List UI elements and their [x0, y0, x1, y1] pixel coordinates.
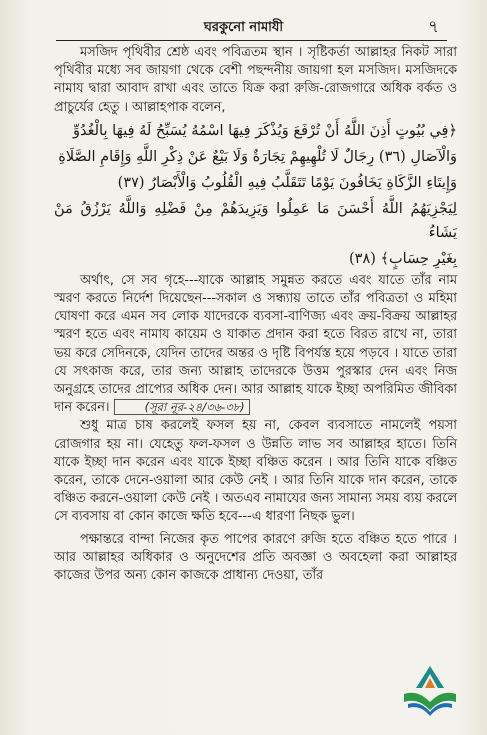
verse-line: ﴿فِي بُيُوتٍ أَذِنَ اللَّهُ أَنْ تُرْفَعَ وَيُذْكَرَ فِيهَا اسْمُهُ يُسَبِّحُ لَهُ فِيهَا بِالْغُدُوِّ: [73, 122, 457, 139]
surah-reference: (সূরা নূর-২৪/৩৬-৩৮): [114, 399, 250, 415]
header-rule: [56, 40, 447, 41]
paragraph-livelihood: শুধু মাত্র চাষ করলেই ফসল হয় না, কেবল ব্যবসাতে নামলেই পয়সা রোজগার হয় না। যেহেতু ফল-ফসল ও উন্নতি লাভ সব আল্লাহর হাতে। তিনি যাকে ইচ্ছা দান করেন এবং যাকে ইচ্ছা বঞ্চিত করেন । আর তিনি যাকে বঞ্চিত করেন, তাকে দেনে-ওয়ালা আর কেউ নেই । আর তিনি যাকে দান করেন, তাকে বঞ্চিত করনে-ওয়ালা কেউ নেই । অতএব নামাযের জন্য সামান্য সময় ব্যয় করলে সে ব্যবসায় বা কোন কাজে ক্ষতি হবে---এ ধারণা নিছক ভুল।: [54, 418, 457, 525]
page-body: [54, 44, 457, 585]
paragraph-intro: মসজিদ পৃথিবীর শ্রেষ্ঠ এবং পবিত্রতম স্থান । সৃষ্টিকর্তা আল্লাহর নিকট সারা পৃথিবীর মধ্যে সব জায়গা থেকে বেশী পছন্দনীয় জায়গা হল মসজিদ। মসজিদকে নামায দ্বারা আবাদ রাখা এবং তাতে যিক্র করা রুজি-রোজগারে অধিক বর্কত ও প্রাচুর্যের হেতু । আল্লাহপাক বলেন,: [54, 45, 457, 115]
translation-text: অর্থাৎ, সে সব গৃহে---যাকে আল্লাহ সমুন্নত করতে এবং যাতে তাঁর নাম স্মরণ করতে নির্দেশ দিয়েছেন---সকাল ও সন্ধ্যায় তাতে তাঁর পবিত্রতা ও মহিমা ঘোষণা করে এমন সব লোক যাদেরকে ব্যবসা-বাণিজ্য এবং ক্রয়-বিক্রয় আল্লাহর স্মরণ হতে এবং নামায কায়েম ও যাকাত প্রদান করা হতে বিরত রাখে না, তারা ভয় করে সেদিনকে, যেদিন তাদের অন্তর ও দৃষ্টি বিপর্যস্ত হয়ে পড়বে । যাতে তারা যে সৎকাজ করে, তার জন্য আল্লাহ তাদেরকে উত্তম পুরস্কার দেন এবং নিজ অনুগ্রহে তাদের প্রাপ্যের অধিক দেন। আর আল্লাহ যাকে ইচ্ছা অপরিমিত জীবিকা দান করেন।: [54, 272, 457, 416]
running-title: ঘরকুনো নামাযী: [203, 20, 284, 35]
verse-line: لِيَجْزِيَهُمُ اللَّهُ أَحْسَنَ مَا عَمِلُوا وَيَزِيدَهُمْ مِنْ فَضْلِهِ وَاللَّهُ يَرْزُقُ مَنْ يَشَاءُ: [54, 200, 457, 241]
quran-verse: [54, 119, 457, 271]
verse-line: بِغَيْرِ حِسَابٍ﴾ (٣٨): [349, 250, 457, 267]
verse-line: وَالْآصَالِ (٣٦) رِجَالٌ لَا تُلْهِيهِمْ تِجَارَةٌ وَلَا بَيْعٌ عَنْ ذِكْرِ اللَّهِ وَإِقَامِ الصَّلَاةِ: [58, 148, 457, 165]
verse-line: وَإِيتَاءِ الزَّكَاةِ يَخَافُونَ يَوْمًا تَتَقَلَّبُ فِيهِ الْقُلُوبُ وَالْأَبْصَارُ (٣٧): [117, 174, 457, 191]
page-number: ৭: [427, 17, 439, 37]
publisher-logo: [400, 664, 460, 720]
paragraph-sin: পক্ষান্তরে বান্দা নিজের কৃত পাপের কারণে রুজি হতে বঞ্চিত হতে পারে । আর আল্লাহর অধিকার ও অনুদেশের প্রতি অবজ্ঞা ও অবহেলা করা আল্লাহর কাজের উপর অন্য কোন কাজকে প্রাধান্য দেওয়া, তাঁর: [54, 531, 457, 584]
page-header: [0, 14, 487, 40]
paragraph-translation: [54, 272, 457, 418]
